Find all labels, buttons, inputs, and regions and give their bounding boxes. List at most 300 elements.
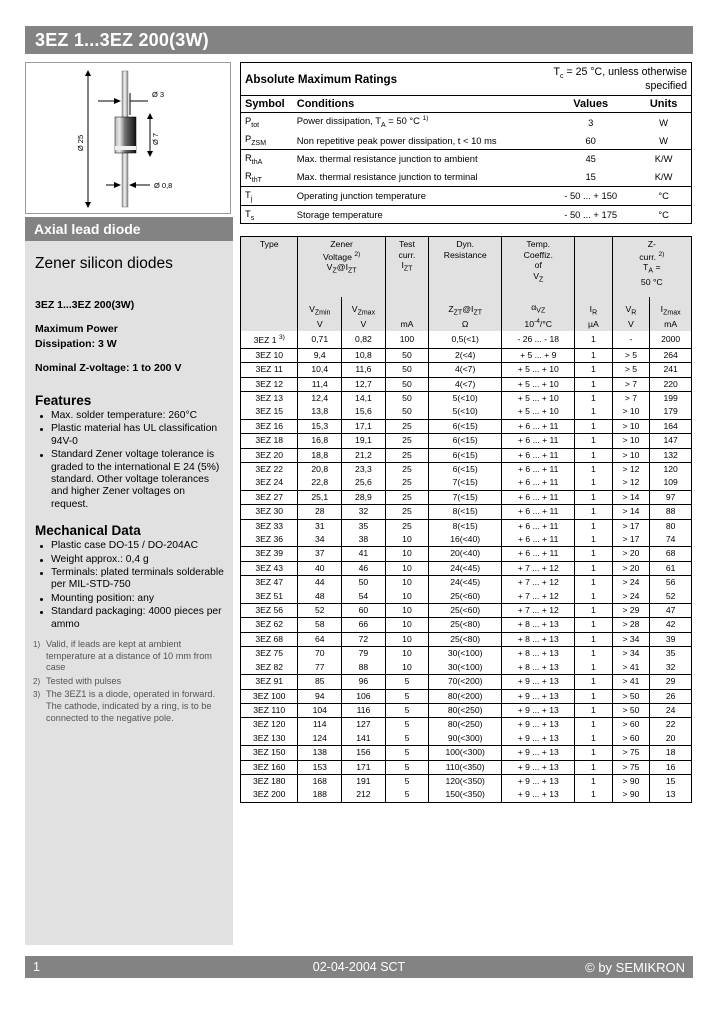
- cell-alpha-vz: + 5 ... + 10: [502, 377, 575, 391]
- cell-vr: > 5: [612, 348, 650, 362]
- sidebar-info-panel: [25, 241, 233, 945]
- cell-alpha-vz: + 9 ... + 13: [502, 732, 575, 746]
- cell-alpha-vz: + 7 ... + 12: [502, 590, 575, 604]
- cell-zzt: 25(<60): [429, 604, 502, 618]
- page-footer: [25, 956, 693, 978]
- cell-vzmax: 21,2: [342, 448, 386, 462]
- unit-vzmin: $V_{Zmin}$ V: [298, 297, 342, 331]
- cell-vzmin: 15,3: [298, 419, 342, 433]
- cell-vr: > 50: [612, 703, 650, 717]
- cell-ir: 1: [575, 419, 612, 433]
- cell-ir: 1: [575, 632, 612, 646]
- cell-vr: > 14: [612, 490, 650, 504]
- table-row: [241, 561, 691, 575]
- cell-alpha-vz: + 6 ... + 11: [502, 505, 575, 519]
- cell-zzt: 6(<15): [429, 419, 502, 433]
- cell-vzmin: 48: [298, 590, 342, 604]
- cell-vzmin: 34: [298, 533, 342, 547]
- col-z-current: Z- curr. $^{2)}$ $T_A$ = 50 °C: [612, 237, 691, 297]
- cell-izt: 25: [385, 419, 428, 433]
- cell-vzmin: 188: [298, 788, 342, 801]
- amr-unit: K/W: [654, 171, 673, 183]
- cell-zzt: 0,5(<1): [429, 331, 502, 348]
- cell-izt: 25: [385, 463, 428, 477]
- cell-zzt: 8(<15): [429, 505, 502, 519]
- cell-vzmin: 104: [298, 703, 342, 717]
- cell-zzt: 24(<45): [429, 561, 502, 575]
- cell-alpha-vz: + 9 ... + 13: [502, 718, 575, 732]
- footnote-number: 1): [33, 640, 41, 650]
- cell-izmax: 35: [650, 647, 691, 661]
- cell-type: 3EZ 62: [241, 618, 298, 632]
- cell-zzt: 4(<7): [429, 377, 502, 391]
- cell-vzmax: 28,9: [342, 490, 386, 504]
- table-row: [241, 113, 692, 132]
- amr-condition: Storage temperature: [293, 205, 545, 224]
- cell-izmax: 61: [650, 561, 691, 575]
- cell-ir: 1: [575, 718, 612, 732]
- cell-ir: 1: [575, 434, 612, 448]
- amr-symbol: $P_{tot}$: [241, 113, 293, 132]
- unit-ir: $I_R$ µA: [575, 297, 612, 331]
- cell-ir: 1: [575, 463, 612, 477]
- page-title-bar: [25, 26, 693, 54]
- cell-type: 3EZ 43: [241, 561, 298, 575]
- cell-zzt: 20(<40): [429, 547, 502, 561]
- footnote-number: 3): [33, 690, 41, 700]
- cell-ir: 1: [575, 363, 612, 377]
- amr-value: - 50 ... + 175: [545, 205, 636, 224]
- cell-vzmax: 25,6: [342, 476, 386, 490]
- cell-vzmax: 10,8: [342, 348, 386, 362]
- footnotes-list: [33, 639, 225, 724]
- table-row: [241, 297, 691, 331]
- cell-vr: > 10: [612, 434, 650, 448]
- table-row: [241, 576, 691, 590]
- dim-length-label: Ø 25: [76, 134, 85, 152]
- cell-alpha-vz: + 8 ... + 13: [502, 661, 575, 675]
- amr-col-values: Values: [545, 96, 636, 113]
- cell-ir: 1: [575, 689, 612, 703]
- list-item: Terminals: plated terminals solderable per MIL-STD-750: [51, 567, 224, 591]
- cell-type: 3EZ 24: [241, 476, 298, 490]
- cell-zzt: 24(<45): [429, 576, 502, 590]
- cell-izmax: 199: [650, 391, 691, 405]
- cell-alpha-vz: + 9 ... + 13: [502, 760, 575, 774]
- cell-type: 3EZ 150: [241, 746, 298, 760]
- amr-condition: Power dissipation, $T_A = 50$ °C $^{1)}$: [293, 113, 545, 132]
- footer-copyright: © by SEMIKRON: [585, 959, 685, 975]
- cell-vzmin: 37: [298, 547, 342, 561]
- cell-ir: 1: [575, 774, 612, 788]
- zener-table-body: [241, 331, 691, 801]
- cell-vzmin: 0,71: [298, 331, 342, 348]
- cell-izt: 10: [385, 604, 428, 618]
- cell-izt: 10: [385, 661, 428, 675]
- cell-vr: > 50: [612, 689, 650, 703]
- col-type: Type: [241, 237, 298, 331]
- cell-ir: 1: [575, 547, 612, 561]
- cell-vzmin: 9,4: [298, 348, 342, 362]
- table-row: [241, 463, 691, 477]
- cell-ir: 1: [575, 703, 612, 717]
- cell-alpha-vz: + 9 ... + 13: [502, 689, 575, 703]
- cell-alpha-vz: + 8 ... + 13: [502, 632, 575, 646]
- cell-izt: 10: [385, 632, 428, 646]
- table-row: [241, 490, 691, 504]
- cell-vr: > 12: [612, 463, 650, 477]
- left-column: [25, 62, 233, 945]
- cell-vr: > 7: [612, 377, 650, 391]
- cell-type: 3EZ 75: [241, 647, 298, 661]
- cell-izt: 50: [385, 363, 428, 377]
- table-row: [241, 618, 691, 632]
- cell-vzmin: 13,8: [298, 405, 342, 419]
- cell-izmax: 47: [650, 604, 691, 618]
- cell-izt: 5: [385, 788, 428, 801]
- cell-vzmax: 72: [342, 632, 386, 646]
- nominal-voltage-label: Nominal Z-voltage: 1 to 200 V: [35, 362, 182, 374]
- cell-vr: > 28: [612, 618, 650, 632]
- amr-symbol: $R_{thA}$: [241, 149, 293, 167]
- cell-vr: > 90: [612, 788, 650, 801]
- cell-zzt: 5(<10): [429, 405, 502, 419]
- cell-vzmax: 46: [342, 561, 386, 575]
- cell-izt: 25: [385, 505, 428, 519]
- cell-alpha-vz: + 5 ... + 10: [502, 405, 575, 419]
- cell-type: 3EZ 110: [241, 703, 298, 717]
- table-row: [241, 547, 691, 561]
- table-row: [241, 647, 691, 661]
- cell-vzmax: 14,1: [342, 391, 386, 405]
- table-row: [241, 519, 691, 533]
- cell-alpha-vz: + 9 ... + 13: [502, 703, 575, 717]
- cell-vzmax: 38: [342, 533, 386, 547]
- cell-type: 3EZ 68: [241, 632, 298, 646]
- amr-condition: Operating junction temperature: [293, 186, 545, 205]
- unit-vr: $V_R$ V: [612, 297, 650, 331]
- cell-alpha-vz: + 5 ... + 9: [502, 348, 575, 362]
- table-row: [241, 661, 691, 675]
- cell-type: 3EZ 20: [241, 448, 298, 462]
- cell-vr: > 7: [612, 391, 650, 405]
- cell-type: 3EZ 22: [241, 463, 298, 477]
- features-list: [33, 410, 225, 511]
- cell-izt: 5: [385, 689, 428, 703]
- cell-izmax: 241: [650, 363, 691, 377]
- cell-type: 3EZ 100: [241, 689, 298, 703]
- cell-vzmax: 212: [342, 788, 386, 801]
- cell-alpha-vz: + 7 ... + 12: [502, 561, 575, 575]
- cell-vr: -: [612, 331, 650, 348]
- cell-izt: 10: [385, 647, 428, 661]
- cell-vr: > 14: [612, 505, 650, 519]
- table-row: [241, 131, 692, 149]
- dim-lead-dia-label: Ø 0,8: [154, 181, 173, 190]
- cell-izt: 25: [385, 490, 428, 504]
- cell-vr: > 12: [612, 476, 650, 490]
- cell-izmax: 80: [650, 519, 691, 533]
- cell-izmax: 16: [650, 760, 691, 774]
- amr-symbol: $T_j$: [241, 186, 293, 205]
- cell-vr: > 41: [612, 675, 650, 689]
- page-number: 1: [33, 960, 40, 974]
- cell-izt: 10: [385, 561, 428, 575]
- cell-type: 3EZ 91: [241, 675, 298, 689]
- cell-izt: 25: [385, 434, 428, 448]
- cell-zzt: 2(<4): [429, 348, 502, 362]
- max-power-line1: Maximum Power: [35, 323, 118, 335]
- table-row: [241, 237, 691, 297]
- cell-vr: > 17: [612, 533, 650, 547]
- list-item: Mounting position: any: [49, 593, 225, 605]
- cell-ir: 1: [575, 618, 612, 632]
- cell-alpha-vz: + 9 ... + 13: [502, 774, 575, 788]
- footnote-number: 2): [33, 676, 41, 686]
- cell-vzmax: 141: [342, 732, 386, 746]
- amr-unit: K/W: [636, 149, 691, 167]
- cell-izt: 25: [385, 476, 428, 490]
- cell-vzmax: 12,7: [342, 377, 386, 391]
- cell-type: 3EZ 51: [241, 590, 298, 604]
- table-row: [241, 505, 691, 519]
- cell-ir: 1: [575, 331, 612, 348]
- cell-izt: 5: [385, 675, 428, 689]
- cell-vr: > 75: [612, 760, 650, 774]
- cell-vzmax: 17,1: [342, 419, 386, 433]
- cell-izt: 10: [385, 533, 428, 547]
- cell-vzmin: 44: [298, 576, 342, 590]
- table-row: [241, 391, 691, 405]
- cell-type: 3EZ 130: [241, 732, 298, 746]
- table-row: [241, 363, 691, 377]
- cell-type: 3EZ 11: [241, 363, 298, 377]
- cell-vzmin: 138: [298, 746, 342, 760]
- cell-type: 3EZ 82: [241, 661, 298, 675]
- table-row: [241, 186, 692, 205]
- cell-vr: > 10: [612, 405, 650, 419]
- cell-izt: 10: [385, 590, 428, 604]
- cell-type: 3EZ 10: [241, 348, 298, 362]
- table-row: [241, 774, 691, 788]
- cell-izmax: 264: [650, 348, 691, 362]
- amr-condition: Non repetitive peak power dissipation, t < 10 ms: [296, 134, 497, 146]
- amr-col-units: Units: [636, 96, 691, 113]
- cell-zzt: 16(<40): [429, 533, 502, 547]
- absolute-maximum-ratings-table: [240, 62, 692, 224]
- col-temp-coeff: Temp. Coeffiz. of $V_Z$: [502, 237, 575, 297]
- cell-vzmax: 79: [342, 647, 386, 661]
- cell-izt: 25: [385, 519, 428, 533]
- cell-vzmax: 35: [342, 519, 386, 533]
- cell-izmax: 2000: [650, 331, 691, 348]
- cell-vzmax: 66: [342, 618, 386, 632]
- cell-vr: > 20: [612, 547, 650, 561]
- cell-izmax: 164: [650, 419, 691, 433]
- cell-type: 3EZ 18: [241, 434, 298, 448]
- cell-type: 3EZ 160: [241, 760, 298, 774]
- cell-type: 3EZ 1 $^{3)}$: [241, 331, 298, 348]
- table-row: [241, 788, 691, 801]
- cell-alpha-vz: - 26 ... - 18: [502, 331, 575, 348]
- cell-zzt: 4(<7): [429, 363, 502, 377]
- table-row: [241, 205, 692, 224]
- cell-izmax: 22: [650, 718, 691, 732]
- cell-vzmin: 77: [298, 661, 342, 675]
- cell-type: 3EZ 56: [241, 604, 298, 618]
- amr-condition: Max. thermal resistance junction to terminal: [296, 171, 478, 183]
- cell-izt: 5: [385, 760, 428, 774]
- cell-ir: 1: [575, 675, 612, 689]
- cell-izmax: 74: [650, 533, 691, 547]
- cell-vzmin: 31: [298, 519, 342, 533]
- list-item: Weight approx.: 0,4 g: [49, 554, 225, 566]
- cell-ir: 1: [575, 647, 612, 661]
- amr-symbol: $P_{ZSM}$: [245, 133, 267, 147]
- subtitle-bar: [25, 217, 233, 241]
- cell-izmax: 88: [650, 505, 691, 519]
- cell-type: 3EZ 47: [241, 576, 298, 590]
- cell-vr: > 60: [612, 732, 650, 746]
- cell-izmax: 13: [650, 788, 691, 801]
- cell-ir: 1: [575, 746, 612, 760]
- table-row: [241, 168, 692, 186]
- max-power-line2: Dissipation: 3 W: [35, 338, 117, 350]
- cell-vzmin: 124: [298, 732, 342, 746]
- cell-ir: 1: [575, 590, 612, 604]
- table-row: [241, 703, 691, 717]
- cell-vzmin: 85: [298, 675, 342, 689]
- amr-col-conditions: Conditions: [293, 96, 545, 113]
- cell-vr: > 10: [612, 448, 650, 462]
- list-item: Plastic material has UL classification 94V-0: [49, 423, 225, 448]
- cell-vzmax: 106: [342, 689, 386, 703]
- table-row: [241, 604, 691, 618]
- cell-zzt: 6(<15): [429, 463, 502, 477]
- cell-zzt: 100(<300): [429, 746, 502, 760]
- cell-izmax: 97: [650, 490, 691, 504]
- cell-alpha-vz: + 5 ... + 10: [502, 391, 575, 405]
- cell-vzmax: 191: [342, 774, 386, 788]
- footer-date: 02-04-2004 SCT: [312, 960, 406, 974]
- cell-alpha-vz: + 6 ... + 11: [502, 490, 575, 504]
- table-row: [241, 590, 691, 604]
- col-zener-voltage: Zener Voltage $^{2)}$ $V_Z@I_{ZT}$: [298, 237, 385, 297]
- right-column: [240, 62, 692, 803]
- cell-type: 3EZ 180: [241, 774, 298, 788]
- cell-vr: > 29: [612, 604, 650, 618]
- cell-vr: > 34: [612, 632, 650, 646]
- cell-izmax: 109: [650, 476, 691, 490]
- cell-vr: > 10: [612, 419, 650, 433]
- cell-zzt: 150(<350): [429, 788, 502, 801]
- cell-ir: 1: [575, 505, 612, 519]
- cell-izmax: 39: [650, 632, 691, 646]
- cell-vzmax: 60: [342, 604, 386, 618]
- cell-alpha-vz: + 6 ... + 11: [502, 547, 575, 561]
- cell-zzt: 30(<100): [429, 661, 502, 675]
- list-item: [33, 689, 225, 724]
- amr-value: - 50 ... + 150: [545, 186, 636, 205]
- cell-vzmax: 19,1: [342, 434, 386, 448]
- zener-characteristics-table: [241, 237, 691, 801]
- features-heading: Features: [35, 393, 92, 408]
- mechanical-list: [33, 540, 225, 631]
- cell-alpha-vz: + 7 ... + 12: [502, 576, 575, 590]
- cell-vzmin: 11,4: [298, 377, 342, 391]
- cell-izt: 5: [385, 746, 428, 760]
- cell-alpha-vz: + 6 ... + 11: [502, 519, 575, 533]
- diode-outline-drawing: [26, 63, 230, 213]
- cell-ir: 1: [575, 490, 612, 504]
- cell-vzmax: 171: [342, 760, 386, 774]
- cell-type: 3EZ 15: [241, 405, 298, 419]
- amr-condition-note: $T_c = 25$ °C, unless otherwise specified: [553, 66, 687, 93]
- cell-alpha-vz: + 6 ... + 11: [502, 533, 575, 547]
- mechanical-heading: Mechanical Data: [35, 523, 141, 539]
- cell-vr: > 24: [612, 576, 650, 590]
- cell-type: 3EZ 33: [241, 519, 298, 533]
- cell-zzt: 6(<15): [429, 448, 502, 462]
- cell-vzmax: 32: [342, 505, 386, 519]
- cell-type: 3EZ 12: [241, 377, 298, 391]
- cell-izt: 50: [385, 405, 428, 419]
- cell-vzmin: 16,8: [298, 434, 342, 448]
- zener-table-head: [241, 237, 691, 331]
- list-item: Standard Zener voltage tolerance is graded to the international E 24 (5%) standard. Other voltage tolerances and higher Zener voltages on request.: [49, 449, 225, 511]
- cell-ir: 1: [575, 732, 612, 746]
- cell-vzmin: 28: [298, 505, 342, 519]
- cell-zzt: 30(<100): [429, 647, 502, 661]
- table-row: [241, 377, 691, 391]
- cell-alpha-vz: + 6 ... + 11: [502, 476, 575, 490]
- cell-zzt: 120(<350): [429, 774, 502, 788]
- cell-vzmax: 41: [342, 547, 386, 561]
- page-title: 3EZ 1...3EZ 200(3W): [35, 29, 209, 50]
- cell-vzmax: 127: [342, 718, 386, 732]
- cell-alpha-vz: + 7 ... + 12: [502, 604, 575, 618]
- cell-vr: > 75: [612, 746, 650, 760]
- dim-body-dia-label: Ø 3: [152, 90, 165, 99]
- footnote-text: The 3EZ1 is a diode, operated in forward. The cathode, indicated by a ring, is to be connected to the negative pole.: [46, 689, 216, 723]
- part-range-label: 3EZ 1...3EZ 200(3W): [35, 299, 135, 311]
- cell-izt: 50: [385, 377, 428, 391]
- cell-zzt: 8(<15): [429, 519, 502, 533]
- cell-izt: 50: [385, 348, 428, 362]
- cell-vzmax: 0,82: [342, 331, 386, 348]
- cell-izt: 5: [385, 703, 428, 717]
- cell-izmax: 147: [650, 434, 691, 448]
- cell-zzt: 25(<80): [429, 632, 502, 646]
- cell-ir: 1: [575, 533, 612, 547]
- table-row: [241, 419, 691, 433]
- product-heading: Zener silicon diodes: [35, 255, 173, 272]
- cell-ir: 1: [575, 788, 612, 801]
- cell-vzmax: 15,6: [342, 405, 386, 419]
- amr-value: 3: [545, 113, 636, 132]
- col-test-current: Test curr. $I_{ZT}$: [385, 237, 428, 297]
- subtitle-label: Axial lead diode: [34, 221, 141, 237]
- cell-izmax: 68: [650, 547, 691, 561]
- cell-vzmin: 25,1: [298, 490, 342, 504]
- col-ir-spacer: [575, 237, 612, 297]
- list-item: [33, 676, 225, 688]
- cell-vr: > 17: [612, 519, 650, 533]
- cell-izmax: 32: [650, 661, 691, 675]
- cell-zzt: 80(<250): [429, 718, 502, 732]
- unit-vzmax: $V_{Zmax}$ V: [342, 297, 386, 331]
- cell-ir: 1: [575, 576, 612, 590]
